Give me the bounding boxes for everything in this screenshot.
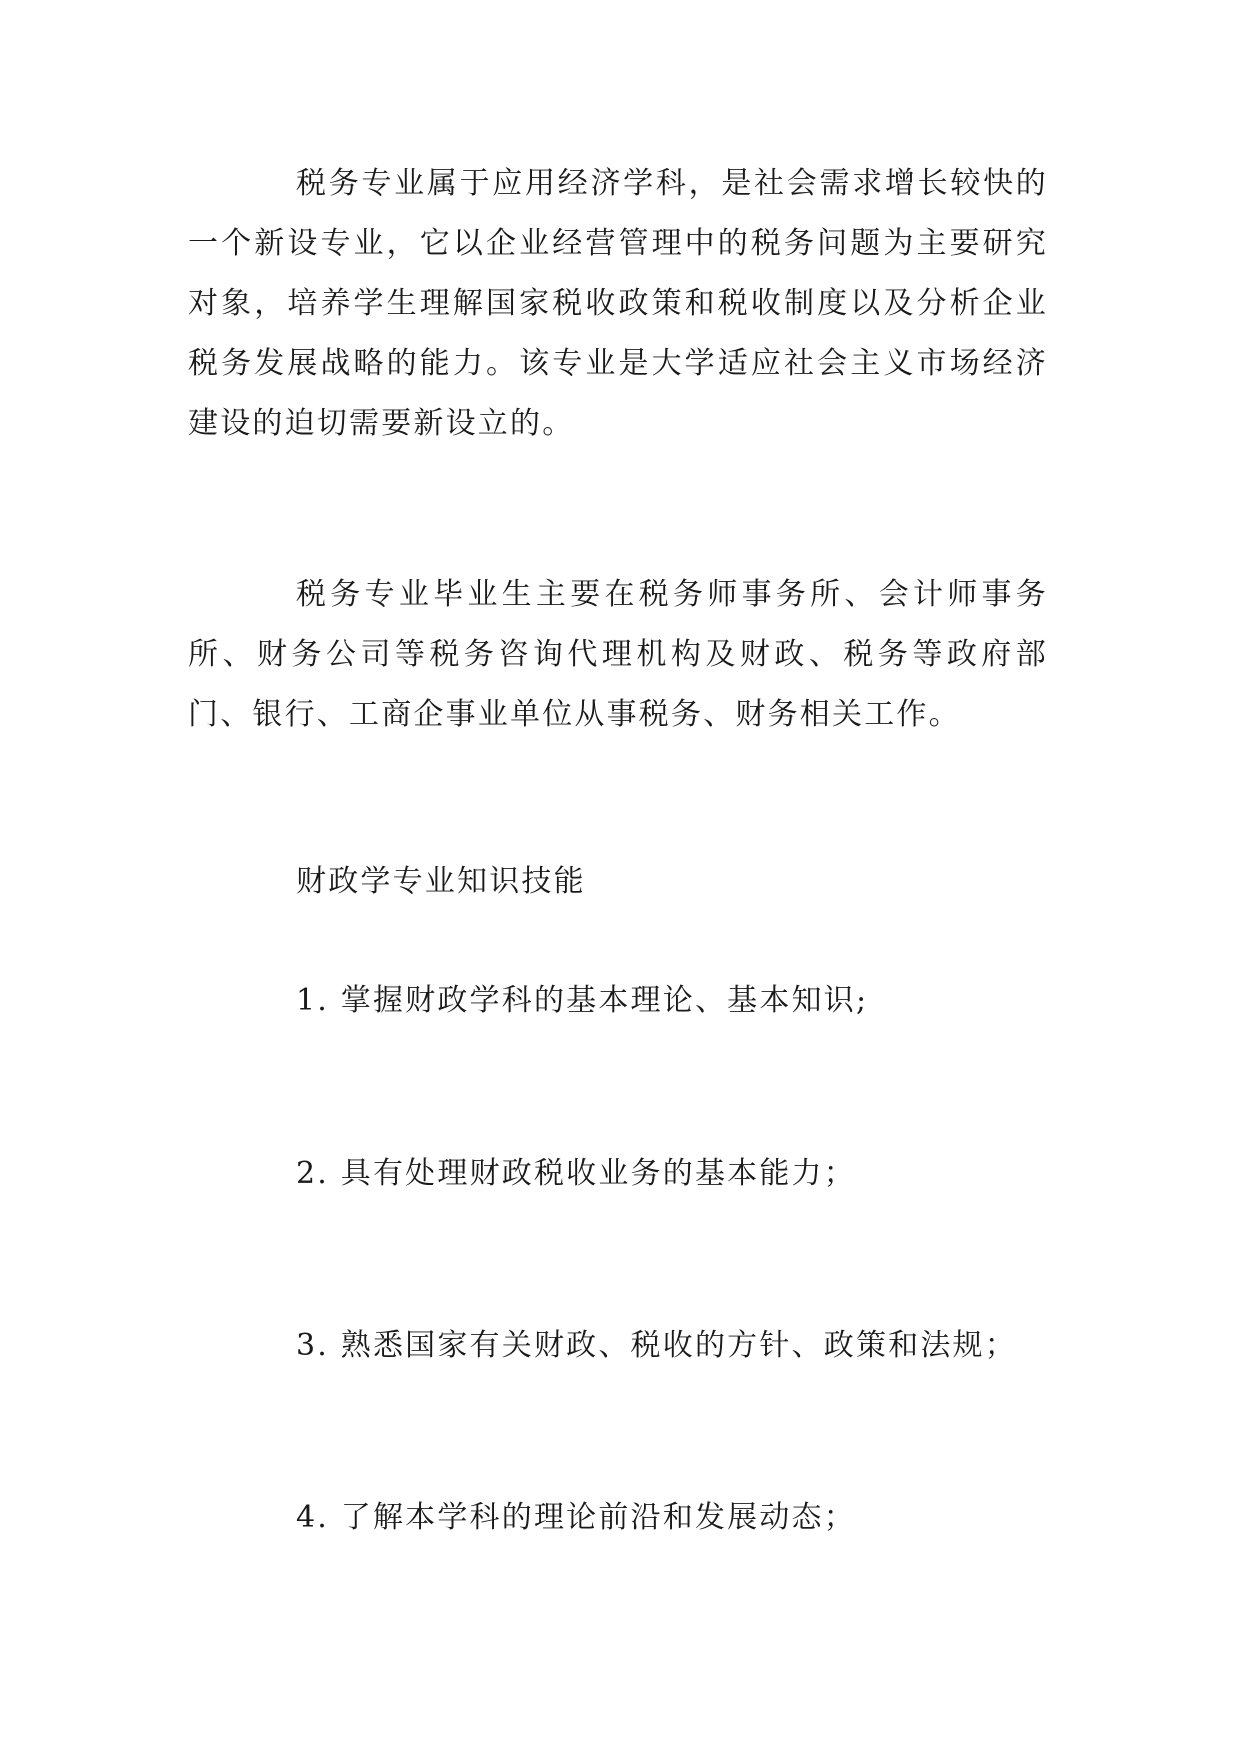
paragraph-major-overview: 税务专业属于应用经济学科，是社会需求增长较快的一个新设专业，它以企业经营管理中的税务问题为主要研究对象，培养学生理解国家税收政策和税收制度以及分析企业税务发展战略的能力。该专业是大学适应社会主义市场经济建设的迫切需要新设立的。 xyxy=(188,166,1048,441)
paragraph-graduate-employment: 税务专业毕业生主要在税务师事务所、会计师事务所、财务公司等税务咨询代理机构及财政、税务等政府部门、银行、工商企事业单位从事税务、财务相关工作。 xyxy=(188,577,1048,732)
section-heading: 财政学专业知识技能 xyxy=(296,864,586,899)
list-item: 4. 了解本学科的理论前沿和发展动态； xyxy=(296,1500,856,1535)
list-item: 3. 熟悉国家有关财政、税收的方针、政策和法规； xyxy=(296,1328,1017,1363)
list-item: 1. 掌握财政学科的基本理论、基本知识; xyxy=(296,983,869,1018)
list-item: 2. 具有处理财政税收业务的基本能力； xyxy=(296,1156,856,1191)
